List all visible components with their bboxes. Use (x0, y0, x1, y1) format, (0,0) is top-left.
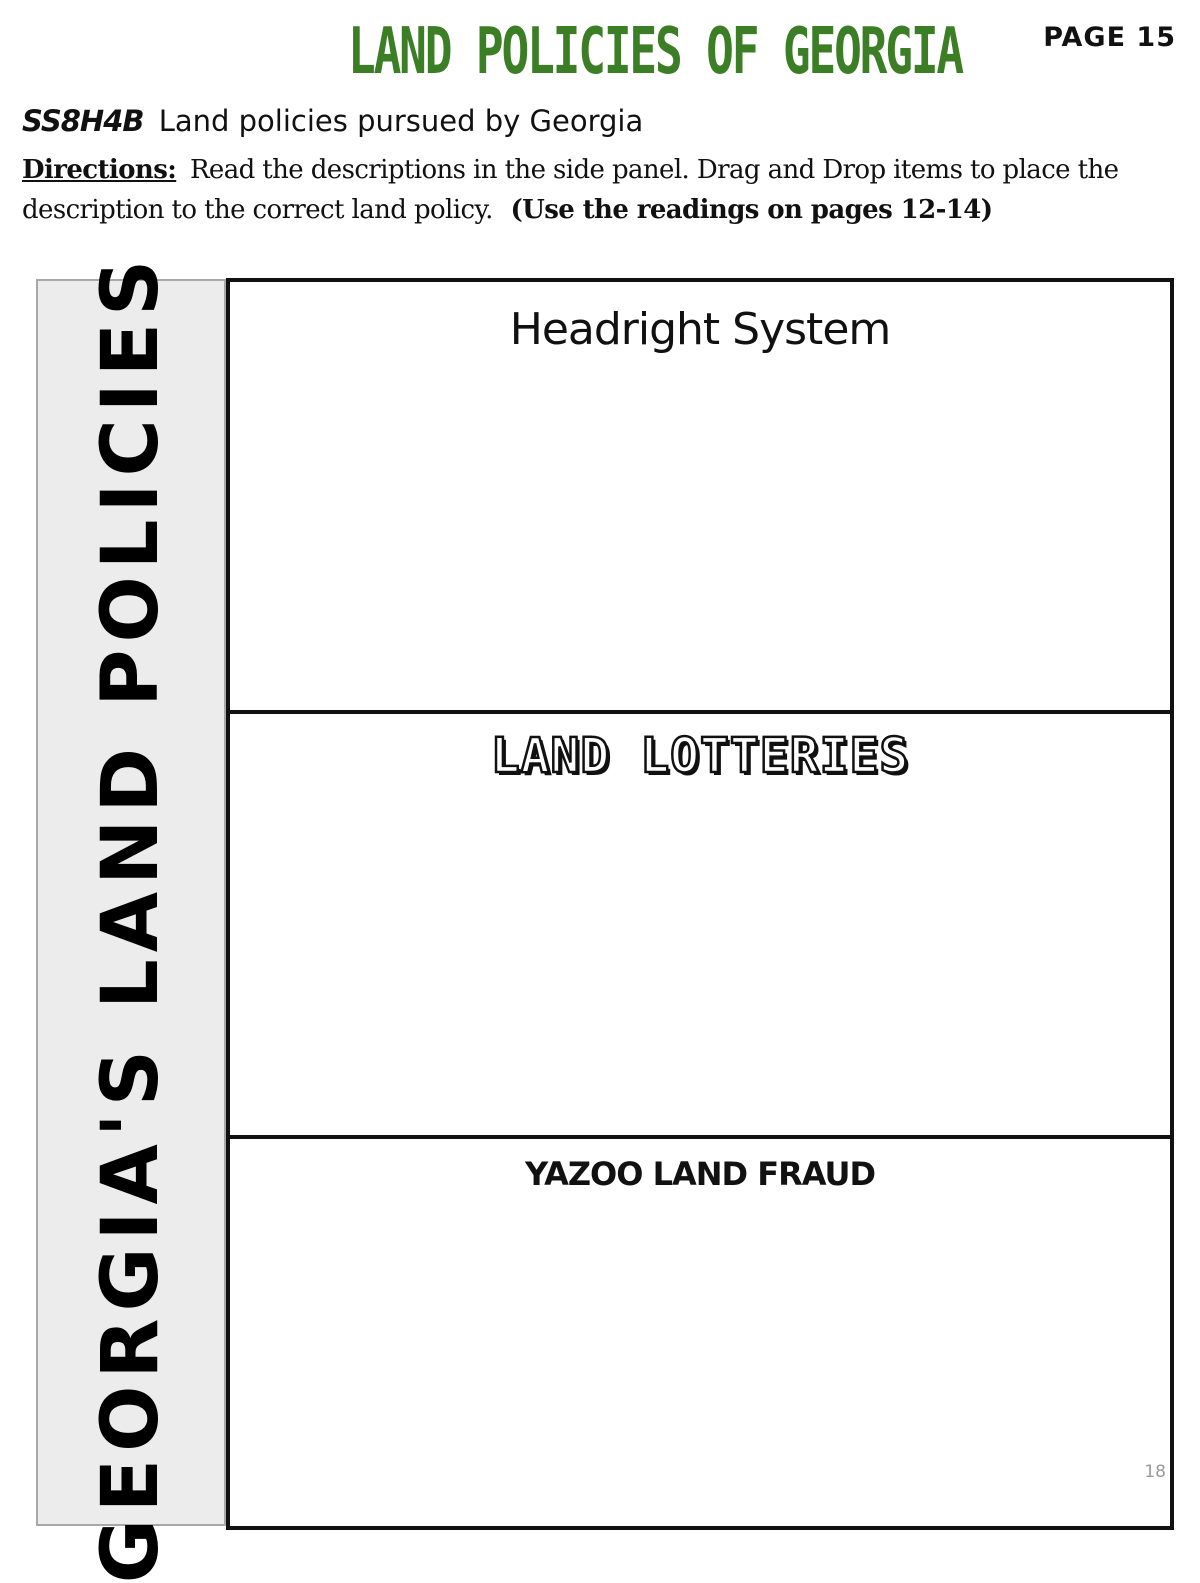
standard-line (22, 104, 643, 138)
standard-code: SS8H4B (22, 104, 144, 138)
page-title: LAND POLICIES OF GEORGIA (348, 15, 962, 89)
standard-text: Land policies pursued by Georgia (158, 104, 644, 138)
directions-reference: (Use the readings on pages 12-14) (510, 195, 993, 225)
directions-label: Directions: (22, 155, 177, 185)
directions (22, 150, 1182, 230)
yazoo-land-fraud-heading: YAZOO LAND FRAUD (524, 1155, 876, 1193)
land-lotteries-drop-zone[interactable] (226, 710, 1174, 1140)
page-number: 18 (1144, 1462, 1166, 1482)
land-lotteries-heading: LAND LOTTERIES (490, 728, 910, 784)
page-label: PAGE 15 (1043, 22, 1176, 53)
yazoo-land-fraud-drop-zone[interactable] (226, 1135, 1174, 1530)
side-panel-title: GEORGIA'S LAND POLICIES (86, 252, 176, 1583)
headright-drop-zone[interactable] (226, 278, 1174, 715)
directions-text: Read the descriptions in the side panel. Drag and Drop items to place the description to the correct land policy. (22, 155, 1119, 225)
headright-heading: Headright System (509, 304, 891, 355)
